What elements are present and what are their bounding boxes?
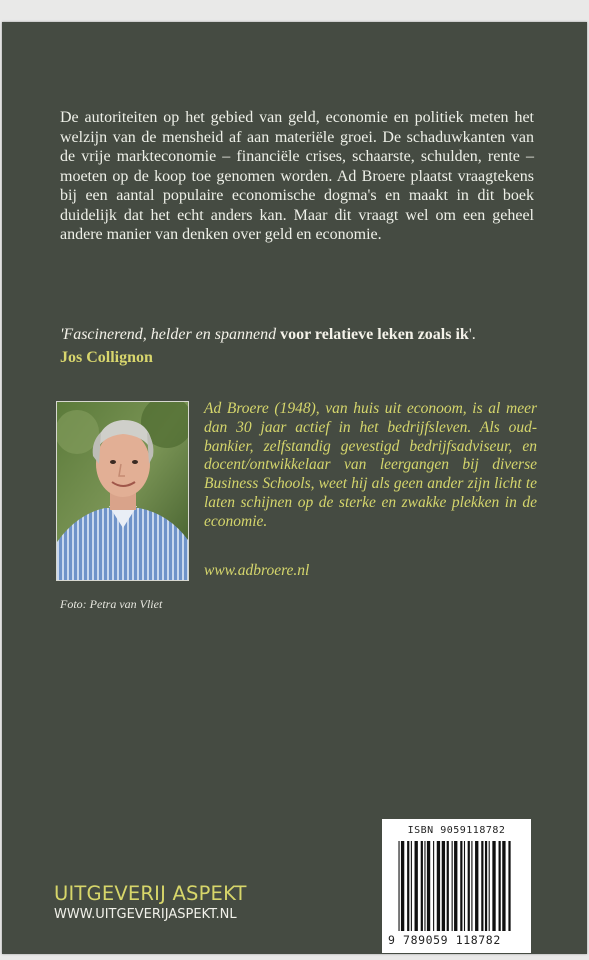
barcode-bar bbox=[421, 841, 423, 931]
author-photo bbox=[56, 401, 189, 581]
barcode-bar bbox=[460, 841, 462, 931]
barcode-bar bbox=[401, 841, 404, 931]
blurb-text: De autoriteiten op het gebied van geld, economie en politiek meten het welzijn van de mensheid af aan materiële groei. De schaduwkanten van de vrije markteconomie – financiële crises, schaarste, schulden, rente – moeten op de koop toe genomen worden. Ad Broere plaatst vraagtekens bij een aantal populaire economische dogma's en maakt in dit boek duidelijk dat het echt anders kan. Maar dit vraagt wel om een geheel andere manier van denken over geld en economie. bbox=[60, 109, 534, 243]
barcode-bar bbox=[481, 841, 483, 931]
quote-italic: 'Fascinerend, helder en spannend bbox=[60, 326, 277, 343]
barcode-bar bbox=[433, 841, 434, 931]
barcode-bar bbox=[492, 841, 495, 931]
barcode-bar bbox=[508, 841, 510, 931]
barcode-bar bbox=[502, 841, 505, 931]
quote-bold: voor relatieve leken zoals ik bbox=[280, 326, 469, 343]
quote-closing: '. bbox=[468, 326, 476, 343]
isbn-label: ISBN 9059118782 bbox=[407, 825, 506, 836]
barcode-bar bbox=[424, 841, 425, 931]
barcode-bar bbox=[489, 841, 490, 931]
isbn-barcode bbox=[382, 819, 531, 953]
barcode-bar bbox=[454, 841, 457, 931]
publisher-website: WWW.UITGEVERIJASPEKT.NL bbox=[54, 907, 237, 922]
barcode-bar bbox=[427, 841, 430, 931]
barcode-bar bbox=[499, 841, 501, 931]
barcode-bar bbox=[398, 841, 399, 931]
review-quote bbox=[60, 325, 560, 345]
photo-credit: Foto: Petra van Vliet bbox=[60, 597, 163, 611]
book-back-cover bbox=[2, 22, 587, 954]
barcode-bar bbox=[411, 841, 412, 931]
barcode-bar bbox=[452, 841, 453, 931]
barcode-bar bbox=[485, 841, 487, 931]
barcode-bar bbox=[475, 841, 478, 931]
barcode-bars bbox=[396, 841, 522, 931]
barcode-bar bbox=[468, 841, 470, 931]
barcode-bar bbox=[471, 841, 472, 931]
barcode-digits: 9 789059 118782 bbox=[388, 933, 501, 947]
barcode-bar bbox=[442, 841, 445, 931]
quote-author: Jos Collignon bbox=[60, 349, 153, 366]
barcode-bar bbox=[464, 841, 465, 931]
author-bio: Ad Broere (1948), van huis uit econoom, is al meer dan 30 jaar actief in het bedrijfsleven. Als oud-bankier, zelfstandig gevestigd bedrijfsadviseur, en docent/ontwikkelaar van leergangen bij diverse Business Schools, weet hij als geen ander zijn licht te laten schijnen op de sterke en zwakke plekken in de economie. bbox=[204, 400, 537, 530]
barcode-bar bbox=[447, 841, 449, 931]
barcode-bar bbox=[407, 841, 409, 931]
author-website: www.adbroere.nl bbox=[204, 562, 310, 579]
publisher-name: UITGEVERIJ ASPEKT bbox=[54, 882, 247, 905]
barcode-bar bbox=[437, 841, 440, 931]
barcode-bar bbox=[415, 841, 418, 931]
